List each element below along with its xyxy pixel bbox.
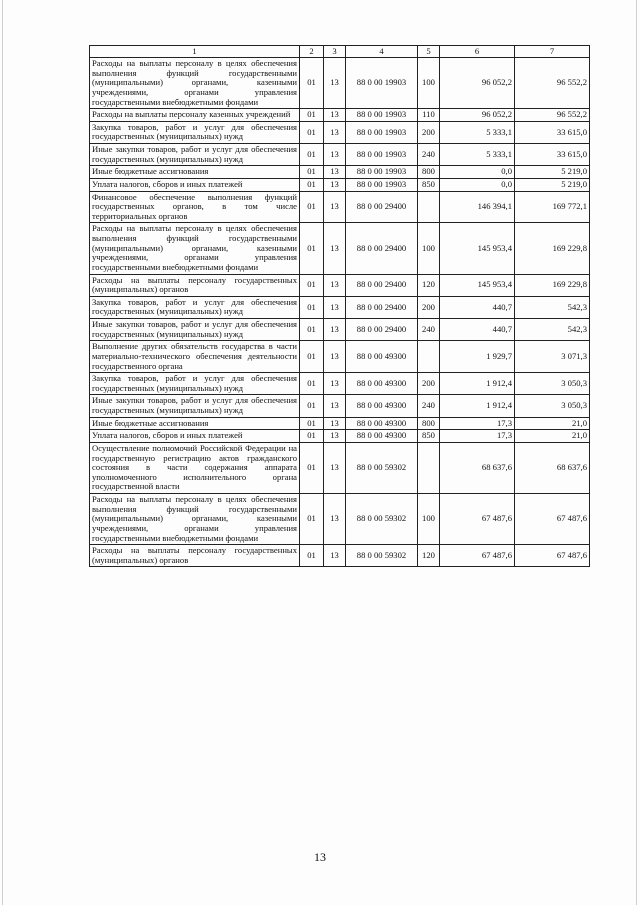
row-description: Уплата налогов, сборов и иных платежей [90,178,300,191]
row-expense-type-code: 800 [418,417,440,430]
table-row [90,430,590,443]
row-subsection-code: 13 [324,545,346,567]
row-expense-type-code: 200 [418,121,440,143]
row-target-article-code: 88 0 00 29400 [346,274,418,296]
row-description: Закупка товаров, работ и услуг для обеспечения государственных (муниципальных) нужд [90,373,300,395]
header-col-1: 1 [90,46,300,58]
row-subsection-code: 13 [324,430,346,443]
header-col-7: 7 [515,46,590,58]
row-description: Иные закупки товаров, работ и услуг для обеспечения государственных (муниципальных) нужд [90,144,300,166]
row-section-code: 01 [300,296,324,318]
row-expense-type-code [418,442,440,493]
row-target-article-code: 88 0 00 49300 [346,417,418,430]
row-target-article-code: 88 0 00 59302 [346,494,418,545]
table-row [90,494,590,545]
row-description: Расходы на выплаты персоналу в целях обеспечения выполнения функций государственными (муниципальными) органами, казенными учреждениями, органами управления государственными внебюджетными фондами [90,58,300,109]
row-subsection-code: 13 [324,144,346,166]
row-expense-type-code: 200 [418,373,440,395]
row-amount-col-6: 17,3 [440,430,515,443]
header-col-2: 2 [300,46,324,58]
row-section-code: 01 [300,166,324,179]
row-expense-type-code: 240 [418,319,440,341]
row-amount-col-6: 1 929,7 [440,341,515,373]
row-section-code: 01 [300,191,324,223]
row-section-code: 01 [300,58,324,109]
row-section-code: 01 [300,274,324,296]
row-target-article-code: 88 0 00 59302 [346,442,418,493]
table-row [90,417,590,430]
row-subsection-code: 13 [324,395,346,417]
table-row [90,58,590,109]
header-col-3: 3 [324,46,346,58]
row-expense-type-code: 240 [418,395,440,417]
table-row [90,545,590,567]
row-section-code: 01 [300,395,324,417]
row-expense-type-code: 100 [418,223,440,274]
row-description: Иные закупки товаров, работ и услуг для обеспечения государственных (муниципальных) нужд [90,395,300,417]
row-amount-col-7: 542,3 [515,296,590,318]
scan-edge-right [636,0,637,905]
row-target-article-code: 88 0 00 49300 [346,395,418,417]
row-section-code: 01 [300,545,324,567]
row-amount-col-7: 67 487,6 [515,545,590,567]
row-amount-col-7: 21,0 [515,417,590,430]
row-target-article-code: 88 0 00 49300 [346,341,418,373]
row-amount-col-6: 67 487,6 [440,494,515,545]
row-section-code: 01 [300,494,324,545]
row-expense-type-code: 120 [418,274,440,296]
row-amount-col-7: 21,0 [515,430,590,443]
row-expense-type-code: 100 [418,494,440,545]
row-expense-type-code: 850 [418,430,440,443]
row-subsection-code: 13 [324,178,346,191]
row-amount-col-7: 96 552,2 [515,109,590,122]
row-description: Расходы на выплаты персоналу в целях обеспечения выполнения функций государственными (муниципальными) органами, казенными учреждениями, органами управления государственными внебюджетными фондами [90,223,300,274]
budget-table [89,45,590,567]
row-section-code: 01 [300,373,324,395]
row-description: Закупка товаров, работ и услуг для обеспечения государственных (муниципальных) нужд [90,296,300,318]
row-amount-col-7: 5 219,0 [515,178,590,191]
row-description: Расходы на выплаты персоналу государственных (муниципальных) органов [90,545,300,567]
row-description: Расходы на выплаты персоналу в целях обеспечения выполнения функций государственными (муниципальными) органами, казенными учреждениями, органами управления государственными внебюджетными фондами [90,494,300,545]
row-amount-col-7: 3 071,3 [515,341,590,373]
row-amount-col-6: 1 912,4 [440,373,515,395]
row-amount-col-6: 5 333,1 [440,144,515,166]
page-number: 13 [314,850,326,864]
row-subsection-code: 13 [324,417,346,430]
row-amount-col-7: 33 615,0 [515,121,590,143]
row-target-article-code: 88 0 00 19903 [346,121,418,143]
row-description: Иные бюджетные ассигнования [90,166,300,179]
row-expense-type-code: 850 [418,178,440,191]
row-expense-type-code: 200 [418,296,440,318]
row-subsection-code: 13 [324,373,346,395]
row-amount-col-6: 5 333,1 [440,121,515,143]
row-description: Иные закупки товаров, работ и услуг для обеспечения государственных (муниципальных) нужд [90,319,300,341]
row-amount-col-7: 542,3 [515,319,590,341]
row-description: Уплата налогов, сборов и иных платежей [90,430,300,443]
row-amount-col-7: 33 615,0 [515,144,590,166]
row-expense-type-code: 100 [418,58,440,109]
row-amount-col-6: 145 953,4 [440,274,515,296]
row-amount-col-6: 68 637,6 [440,442,515,493]
row-subsection-code: 13 [324,442,346,493]
row-target-article-code: 88 0 00 19903 [346,178,418,191]
table-header-row [90,46,590,58]
row-section-code: 01 [300,223,324,274]
row-section-code: 01 [300,442,324,493]
table-row [90,191,590,223]
row-expense-type-code: 240 [418,144,440,166]
scan-edge-left [2,0,3,905]
header-col-5: 5 [418,46,440,58]
row-amount-col-7: 169 229,8 [515,274,590,296]
row-target-article-code: 88 0 00 49300 [346,430,418,443]
row-subsection-code: 13 [324,319,346,341]
row-amount-col-6: 0,0 [440,166,515,179]
row-amount-col-6: 96 052,2 [440,109,515,122]
row-amount-col-7: 67 487,6 [515,494,590,545]
row-section-code: 01 [300,121,324,143]
table-row [90,395,590,417]
row-target-article-code: 88 0 00 29400 [346,223,418,274]
row-subsection-code: 13 [324,341,346,373]
row-subsection-code: 13 [324,109,346,122]
row-amount-col-7: 96 552,2 [515,58,590,109]
row-section-code: 01 [300,109,324,122]
row-amount-col-7: 68 637,6 [515,442,590,493]
header-col-4: 4 [346,46,418,58]
row-target-article-code: 88 0 00 49300 [346,373,418,395]
row-amount-col-7: 169 772,1 [515,191,590,223]
row-expense-type-code: 110 [418,109,440,122]
header-col-6: 6 [440,46,515,58]
row-target-article-code: 88 0 00 19903 [346,109,418,122]
table-row [90,166,590,179]
row-amount-col-7: 169 229,8 [515,223,590,274]
table-row [90,373,590,395]
row-target-article-code: 88 0 00 59302 [346,545,418,567]
row-amount-col-6: 96 052,2 [440,58,515,109]
row-amount-col-6: 440,7 [440,296,515,318]
row-section-code: 01 [300,417,324,430]
table-row [90,121,590,143]
row-target-article-code: 88 0 00 29400 [346,296,418,318]
row-subsection-code: 13 [324,191,346,223]
row-target-article-code: 88 0 00 29400 [346,191,418,223]
table-row [90,296,590,318]
row-description: Расходы на выплаты персоналу казенных учреждений [90,109,300,122]
table-row [90,442,590,493]
row-subsection-code: 13 [324,223,346,274]
table-row [90,223,590,274]
row-description: Выполнение других обязательств государства в части материально-технического обеспечения деятельности государственного органа [90,341,300,373]
row-section-code: 01 [300,178,324,191]
row-section-code: 01 [300,341,324,373]
row-subsection-code: 13 [324,58,346,109]
row-amount-col-6: 145 953,4 [440,223,515,274]
row-description: Закупка товаров, работ и услуг для обеспечения государственных (муниципальных) нужд [90,121,300,143]
row-section-code: 01 [300,430,324,443]
row-section-code: 01 [300,144,324,166]
row-amount-col-6: 0,0 [440,178,515,191]
row-amount-col-6: 1 912,4 [440,395,515,417]
row-amount-col-6: 17,3 [440,417,515,430]
row-subsection-code: 13 [324,296,346,318]
row-target-article-code: 88 0 00 19903 [346,166,418,179]
row-description: Финансовое обеспечение выполнения функций государственных органов, в том числе территориальных органов [90,191,300,223]
row-amount-col-7: 3 050,3 [515,395,590,417]
row-description: Осуществление полномочий Российской Федерации на государственную регистрацию актов гражданского состояния в части содержания аппарата уполномоченного исполнительного органа государственной власти [90,442,300,493]
row-target-article-code: 88 0 00 19903 [346,58,418,109]
row-expense-type-code [418,341,440,373]
table-row [90,178,590,191]
row-subsection-code: 13 [324,166,346,179]
row-target-article-code: 88 0 00 19903 [346,144,418,166]
table-row [90,274,590,296]
table-row [90,341,590,373]
row-amount-col-6: 146 394,1 [440,191,515,223]
row-expense-type-code: 120 [418,545,440,567]
table-row [90,144,590,166]
row-amount-col-7: 5 219,0 [515,166,590,179]
table-row [90,319,590,341]
table-row [90,109,590,122]
row-description: Иные бюджетные ассигнования [90,417,300,430]
row-expense-type-code [418,191,440,223]
row-subsection-code: 13 [324,274,346,296]
row-amount-col-7: 3 050,3 [515,373,590,395]
row-subsection-code: 13 [324,494,346,545]
row-amount-col-6: 440,7 [440,319,515,341]
row-target-article-code: 88 0 00 29400 [346,319,418,341]
row-amount-col-6: 67 487,6 [440,545,515,567]
row-subsection-code: 13 [324,121,346,143]
row-expense-type-code: 800 [418,166,440,179]
row-section-code: 01 [300,319,324,341]
row-description: Расходы на выплаты персоналу государственных (муниципальных) органов [90,274,300,296]
